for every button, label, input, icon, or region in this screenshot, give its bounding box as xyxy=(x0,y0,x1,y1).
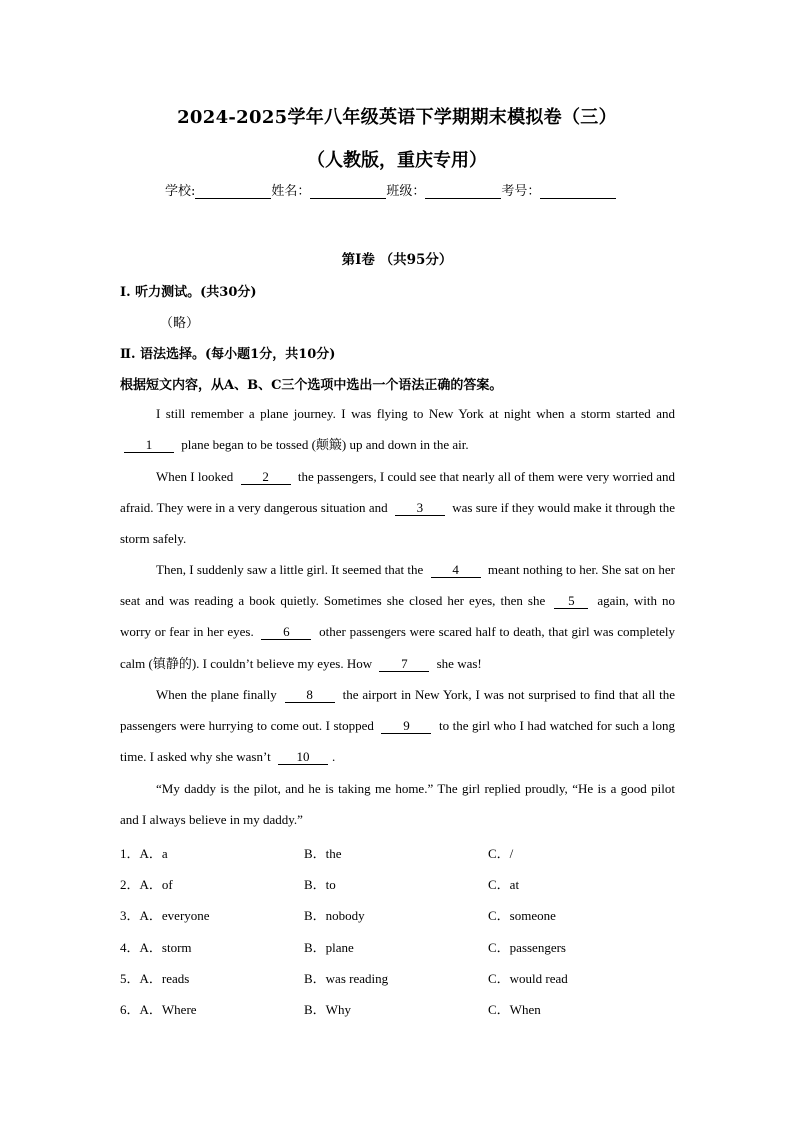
option-c[interactable]: C．/ xyxy=(488,846,514,861)
page-title: 2024-2025学年八年级英语下学期期末模拟卷（三） xyxy=(177,107,617,128)
student-info-row xyxy=(165,180,616,199)
name-field[interactable] xyxy=(310,185,386,199)
blank-1[interactable]: 1 xyxy=(124,438,174,453)
exam-number-label: 考号： xyxy=(501,184,541,199)
section-title: 第Ⅰ卷 （共95分） xyxy=(341,252,453,268)
option-a[interactable]: 3．A．everyone xyxy=(120,908,210,923)
blank-4[interactable]: 4 xyxy=(431,563,481,578)
option-c[interactable]: C．at xyxy=(488,877,520,892)
blank-6[interactable]: 6 xyxy=(261,625,311,640)
question-row xyxy=(120,874,680,892)
option-b[interactable]: B．to xyxy=(304,877,336,892)
class-label: 班级： xyxy=(386,184,426,199)
option-b[interactable]: B．Why xyxy=(304,1002,351,1017)
option-c[interactable]: C．passengers xyxy=(488,940,566,955)
option-a[interactable]: 4．A．storm xyxy=(120,940,192,955)
option-a[interactable]: 2．A．of xyxy=(120,877,173,892)
name-label: 姓名： xyxy=(271,184,311,199)
blank-3[interactable]: 3 xyxy=(395,501,445,516)
passage-paragraph-5: “My daddy is the pilot, and he is taking me home.” The girl replied proudly, “He is a good pilot and I always believe in my daddy.” xyxy=(120,781,675,828)
question-row xyxy=(120,999,680,1017)
passage-paragraph-4: When the plane finally 8 the airport in New York, I was not surprised to find that all the passengers were hurrying to come out. I stopped 9 to the girl who I had watched for such a long time. I asked why she wasn’t 10 . xyxy=(120,687,676,765)
option-c[interactable]: C．When xyxy=(488,1002,541,1017)
blank-2[interactable]: 2 xyxy=(241,470,291,485)
question-row xyxy=(120,843,680,861)
option-b[interactable]: B．was reading xyxy=(304,971,389,986)
question-row xyxy=(120,968,680,986)
blank-8[interactable]: 8 xyxy=(285,688,335,703)
part2-heading: Ⅱ. 语法选择。(每小题1分，共10分) xyxy=(120,347,336,362)
blank-5[interactable]: 5 xyxy=(554,594,588,609)
class-field[interactable] xyxy=(425,185,501,199)
question-row xyxy=(120,937,680,955)
option-b[interactable]: B．nobody xyxy=(304,908,365,923)
option-a[interactable]: 6．A．Where xyxy=(120,1002,197,1017)
exam-number-field[interactable] xyxy=(540,185,616,199)
option-c[interactable]: C．would read xyxy=(488,971,568,986)
part2-instruction: 根据短文内容，从A、B、C三个选项中选出一个语法正确的答案。 xyxy=(120,378,503,393)
blank-7[interactable]: 7 xyxy=(379,657,429,672)
passage-paragraph-2: When I looked 2 the passengers, I could see that nearly all of them were very worried and afraid. They were in a very dangerous situation and 3 was sure if they would make it through the storm safely. xyxy=(120,469,676,547)
blank-10[interactable]: 10 xyxy=(278,750,328,765)
passage-paragraph-3: Then, I suddenly saw a little girl. It seemed that the 4 meant nothing to her. She sat on her seat and was reading a book quietly. Sometimes she closed her eyes, then she 5 again, with no worry or fear in her eyes. 6 other passengers were scared half to death, that girl was completely calm (镇静的). I couldn’t believe my eyes. How 7 she was! xyxy=(120,562,676,671)
option-b[interactable]: B．plane xyxy=(304,940,354,955)
blank-9[interactable]: 9 xyxy=(381,719,431,734)
option-a[interactable]: 5．A．reads xyxy=(120,971,190,986)
option-b[interactable]: B．the xyxy=(304,846,342,861)
option-a[interactable]: 1．A．a xyxy=(120,846,168,861)
part1-note: （略） xyxy=(160,316,200,331)
option-c[interactable]: C．someone xyxy=(488,908,556,923)
passage-paragraph-1: I still remember a plane journey. I was flying to New York at night when a storm started and 1 plane began to be tossed (颠簸) up and down in the air. xyxy=(120,398,675,460)
question-row xyxy=(120,905,680,923)
page-subtitle: （人教版，重庆专用） xyxy=(307,150,487,171)
school-field[interactable] xyxy=(195,185,271,199)
part1-heading: Ⅰ. 听力测试。(共30分) xyxy=(120,285,257,300)
school-label: 学校: xyxy=(165,184,196,199)
